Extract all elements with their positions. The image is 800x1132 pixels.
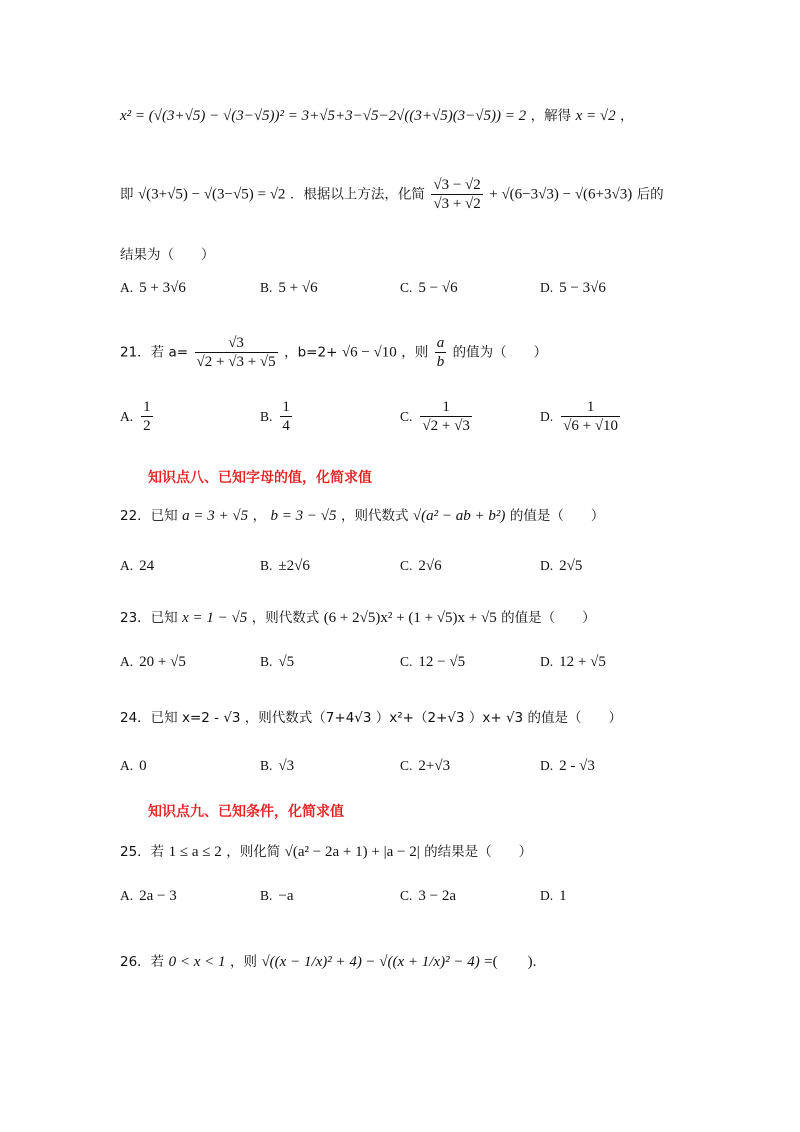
q23-option-d[interactable]: D. 12 + √5 [540, 654, 606, 670]
q21-b-expression: √6 − √10 [341, 344, 397, 361]
q22-separator: ， [252, 508, 267, 524]
q22-option-d[interactable]: D. 2√5 [540, 558, 583, 574]
method-line [120, 176, 664, 213]
q22-mid: ，则代数式 [340, 508, 409, 524]
q23-tail: 的值是（ ） [501, 610, 596, 626]
q26-minus: − [366, 954, 375, 970]
question-26 [120, 952, 536, 972]
q22-tail: 的值是（ ） [509, 508, 605, 524]
q25-condition: 1 ≤ a ≤ 2 [168, 844, 222, 860]
method-prefix: 即 [120, 186, 134, 203]
q21-tail: 的值为（ ） [452, 344, 548, 361]
q24-option-c[interactable]: C. 2+√3 [400, 758, 451, 774]
q25-option-d[interactable]: D. 1 [540, 888, 567, 904]
simplify-fraction [431, 176, 482, 213]
q24-option-b[interactable]: B. √3 [260, 758, 295, 774]
q20-option-d[interactable]: D. 5 − 3√6 [540, 280, 606, 296]
section-9-heading: 知识点九、已知条件，化简求值 [148, 804, 344, 820]
q26-tail: =( ). [484, 954, 537, 970]
q25-number: 25．若 [120, 844, 165, 860]
derivation-connector: ，解得 [530, 108, 572, 124]
q22-a-value: a = 3 + √5 [182, 508, 249, 524]
q21-ratio-fraction [435, 334, 447, 371]
method-suffix: 后的 [636, 186, 664, 203]
q21-b-label: ，b=2+ [284, 344, 338, 361]
q20-option-a[interactable]: A. 5 + 3√6 [120, 280, 186, 296]
q24-option-a[interactable]: A. 0 [120, 758, 147, 774]
q25-option-b[interactable]: B. −a [260, 888, 294, 904]
q25-tail: 的结果是（ ） [424, 844, 533, 860]
q22-option-b[interactable]: B. ±2√6 [260, 558, 310, 574]
simplify-tail-expression: + √(6−3√3) − √(6+3√3) [489, 186, 633, 203]
question-24: 24．已知 x=2 - √3 ，则代数式（7+4√3 ）x²+（2+√3 ）x+ √3 的值是（ ） [120, 710, 622, 726]
q24-option-d[interactable]: D. 2 - √3 [540, 758, 595, 774]
q21-a-numerator: √3 [195, 334, 278, 353]
q26-mid: ，则 [230, 954, 257, 970]
question-22 [120, 506, 604, 526]
q25-expression: √(a² − 2a + 1) + |a − 2| [284, 844, 420, 860]
q21-then: ，则 [401, 344, 429, 361]
q20-option-b[interactable]: B. 5 + √6 [260, 280, 318, 296]
derivation-line [120, 106, 634, 126]
q26-expression-2: √((x + 1/x)² − 4) [379, 954, 480, 970]
q20-option-c[interactable]: C. 5 − √6 [400, 280, 458, 296]
question-20-stem-end: 结果为（ ） [120, 247, 215, 263]
derivation-equation: x² = (√(3+√5) − √(3−√5))² = 3+√5+3−√5−2√((3+√5)(3−√5)) = 2 [120, 108, 527, 124]
q23-option-a[interactable]: A. 20 + √5 [120, 654, 186, 670]
q22-option-c[interactable]: C. 2√6 [400, 558, 442, 574]
q21-a-fraction [195, 334, 278, 371]
simplify-fraction-denominator: √3 + √2 [433, 196, 481, 212]
simplify-fraction-numerator: √3 − √2 [433, 177, 481, 193]
q26-expression-1: √((x − 1/x)² + 4) [261, 954, 362, 970]
section-8-heading: 知识点八、已知字母的值，化简求值 [148, 470, 372, 486]
q25-mid: ，则化简 [226, 844, 281, 860]
q23-x-value: x = 1 − √5 [182, 610, 248, 626]
q21-a-denominator: √2 + √3 + √5 [196, 354, 276, 370]
q26-condition: 0 < x < 1 [168, 954, 226, 970]
q23-option-b[interactable]: B. √5 [260, 654, 295, 670]
q22-b-value: b = 3 − √5 [270, 508, 337, 524]
q21-option-b[interactable]: B. $\frac{1}{4}$ [260, 399, 290, 434]
q25-option-c[interactable]: C. 3 − 2a [400, 888, 457, 904]
q21-option-c[interactable]: C. $\frac{1}{√2 + √3}$ [400, 399, 470, 434]
q22-number: 22．已知 [120, 508, 178, 524]
question-23 [120, 608, 596, 628]
question-25 [120, 842, 532, 862]
q26-number: 26．若 [120, 954, 165, 970]
q23-expression: (6 + 2√5)x² + (1 + √5)x + √5 [323, 610, 497, 626]
q23-mid: ，则代数式 [251, 610, 320, 626]
question-21 [120, 334, 547, 371]
q25-option-a[interactable]: A. 2a − 3 [120, 888, 177, 904]
q21-ratio-denominator: b [436, 354, 445, 370]
q21-number: 21．若 a= [120, 344, 189, 361]
q21-option-a[interactable]: A. $\frac{1}{2}$ [120, 399, 151, 434]
q21-ratio-numerator: a [436, 335, 445, 351]
q23-number: 23．已知 [120, 610, 178, 626]
q23-option-c[interactable]: C. 12 − √5 [400, 654, 466, 670]
q22-option-a[interactable]: A. 24 [120, 558, 155, 574]
q22-expression: √(a² − ab + b²) [412, 508, 506, 524]
derivation-result: x = √2 [575, 108, 616, 124]
method-equation: √(3+√5) − √(3−√5) = √2 [137, 186, 286, 203]
derivation-end: ， [620, 108, 634, 124]
q21-option-d[interactable]: D. $\frac{1}{√6 + √10}$ [540, 399, 619, 434]
method-text: ．根据以上方法，化简 [289, 186, 425, 203]
